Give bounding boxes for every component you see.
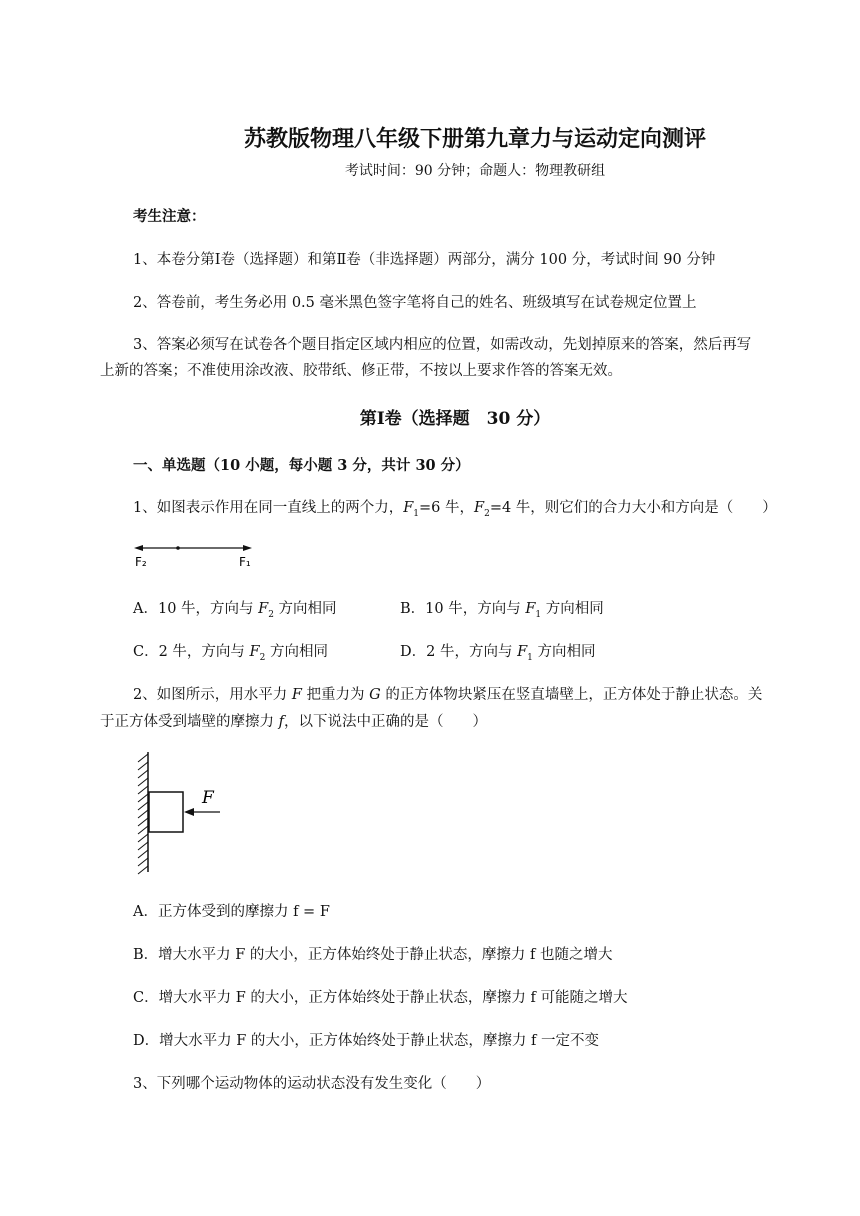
arrow-right-icon xyxy=(243,545,252,551)
notice-item-1: 1、本卷分第Ⅰ卷（选择题）和第Ⅱ卷（非选择题）两部分，满分 100 分，考试时间 90 分钟 xyxy=(133,252,716,268)
q2-stem-line1: 2、如图所示，用水平力 F 把重力为 G 的正方体物块紧压在竖直墙壁上，正方体处于静止状态。关 xyxy=(133,687,763,703)
arrow-left-icon xyxy=(184,808,194,816)
fig-label-F1: F₁ xyxy=(239,555,251,569)
q2-option-d: D．增大水平力 F 的大小，正方体始终处于静止状态，摩擦力 f 一定不变 xyxy=(133,1033,599,1049)
fig-label-F2: F₂ xyxy=(135,555,147,569)
q2-option-a: A．正方体受到的摩擦力 f = F xyxy=(133,904,330,920)
fig-label-F: F xyxy=(202,788,214,808)
q1-option-d: D．2 牛，方向与 $F_1$ 方向相同 xyxy=(400,644,596,663)
q1-stem: 1、如图表示作用在同一直线上的两个力，$F_1=6$ 牛，$F_2=4$ 牛，则它们的合力大小和方向是（ ） xyxy=(133,500,777,519)
wall-hatching xyxy=(138,754,148,874)
q3-stem: 3、下列哪个运动物体的运动状态没有发生变化（ ） xyxy=(133,1076,491,1092)
block xyxy=(149,792,183,832)
notice-item-3: 3、答案必须写在试卷各个题目指定区域内相应的位置，如需改动，先划掉原来的答案，然后再写 xyxy=(133,337,752,353)
arrow-left-icon xyxy=(134,545,143,551)
q1-option-a: A．10 牛，方向与 $F_2$ 方向相同 xyxy=(133,601,337,620)
q2-stem-line2: 于正方体受到墙壁的摩擦力 f，以下说法中正确的是（ ） xyxy=(100,714,487,730)
q2-option-b: B．增大水平力 F 的大小，正方体始终处于静止状态，摩擦力 f 也随之增大 xyxy=(133,947,613,963)
force-origin-dot xyxy=(176,546,180,550)
page-subtitle: 考试时间：90 分钟；命题人：物理教研组 xyxy=(344,163,606,179)
notice-item-3-cont: 上新的答案；不准使用涂改液、胶带纸、修正带，不按以上要求作答的答案无效。 xyxy=(100,363,622,379)
q1-option-b: B．10 牛，方向与 $F_1$ 方向相同 xyxy=(400,601,604,620)
q2-wall-block-diagram xyxy=(124,750,234,875)
page-title: 苏教版物理八年级下册第九章力与运动定向测评 xyxy=(243,126,706,152)
notice-item-2: 2、答卷前，考生务必用 0.5 毫米黑色签字笔将自己的姓名、班级填写在试卷规定位置上 xyxy=(133,295,697,311)
q2-option-c: C．增大水平力 F 的大小，正方体始终处于静止状态，摩擦力 f 可能随之增大 xyxy=(133,990,628,1006)
part-heading: 一、单选题（10 小题，每小题 3 分，共计 30 分） xyxy=(133,457,470,474)
notice-heading: 考生注意： xyxy=(133,208,206,225)
section-title: 第Ⅰ卷（选择题 30 分） xyxy=(359,409,551,429)
q1-force-diagram xyxy=(130,538,265,572)
q1-option-c: C．2 牛，方向与 $F_2$ 方向相同 xyxy=(133,644,328,663)
